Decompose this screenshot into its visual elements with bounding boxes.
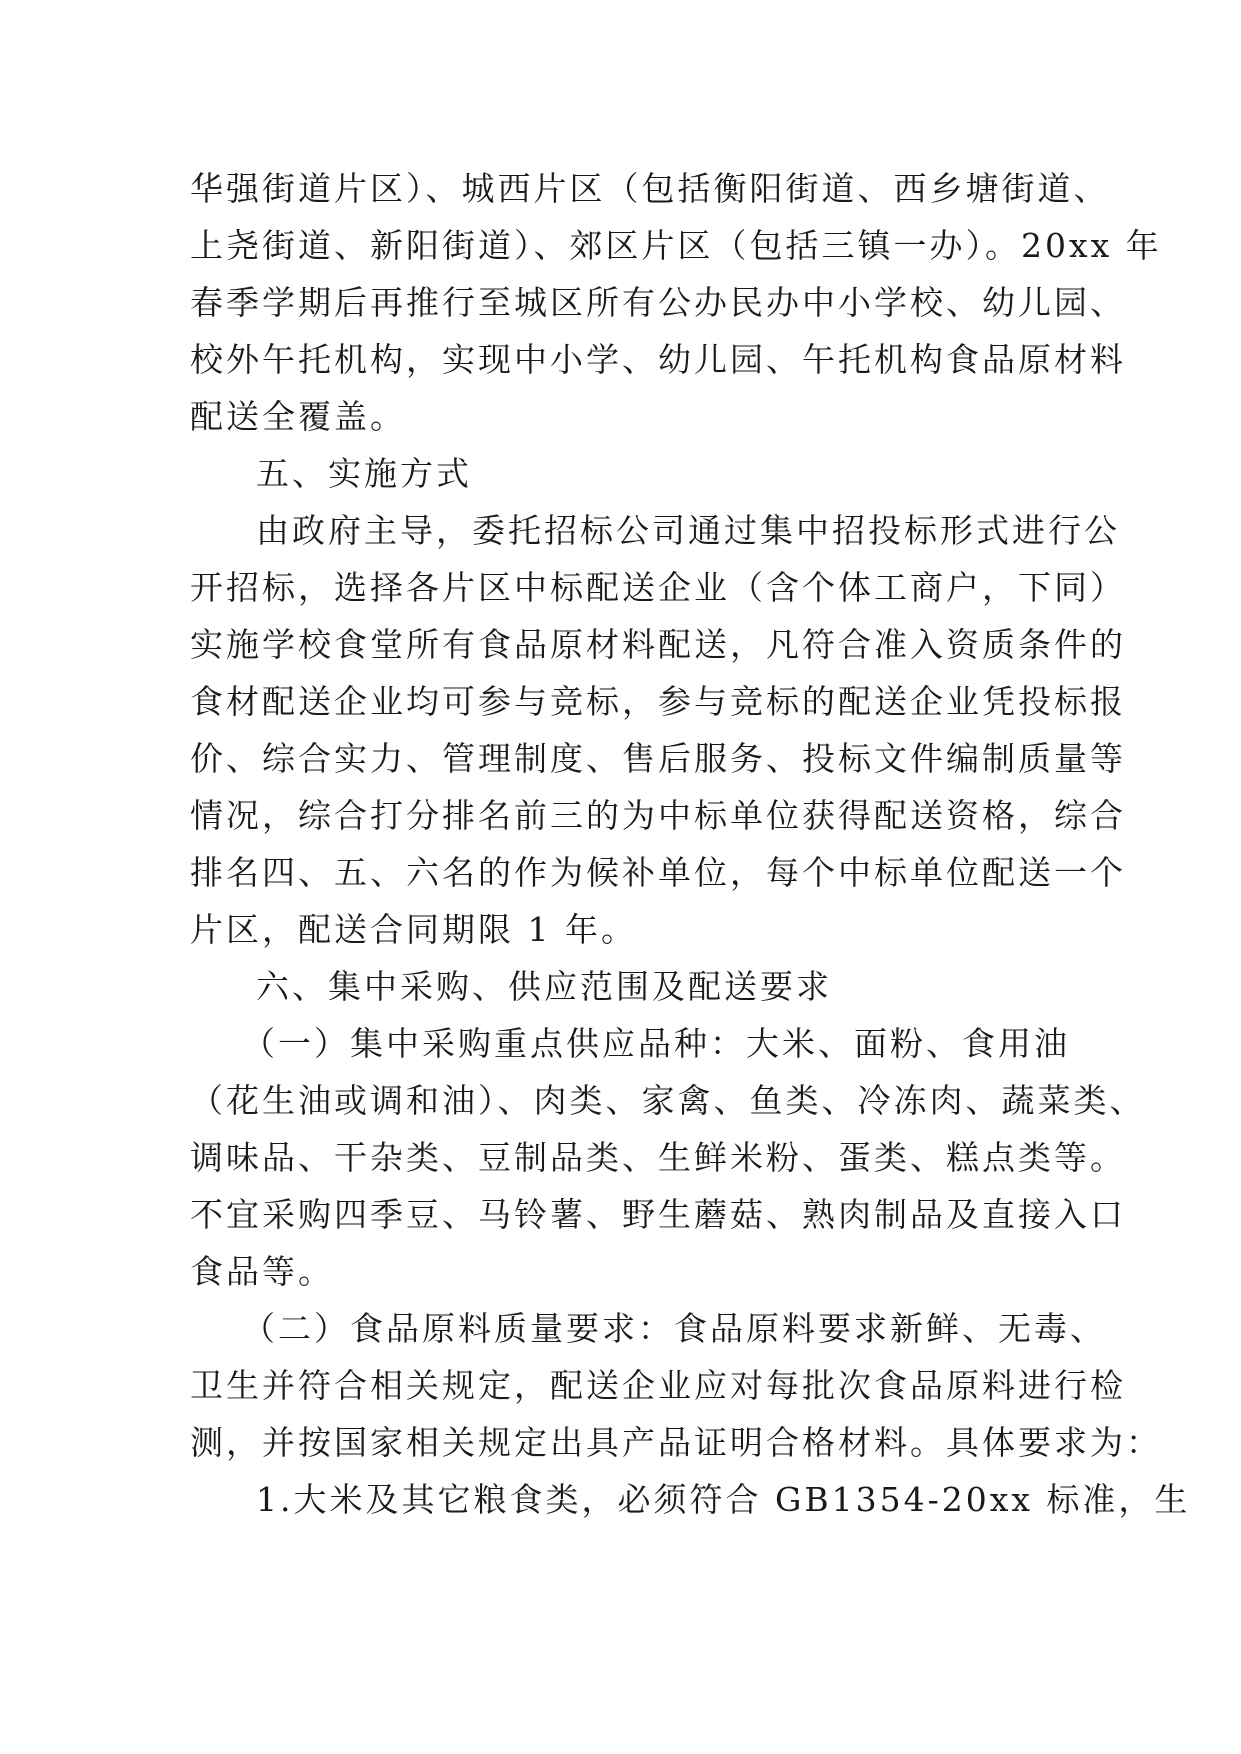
paragraph-line: 卫生并符合相关规定，配送企业应对每批次食品原料进行检 bbox=[190, 1366, 1126, 1405]
paragraph-line: 配送全覆盖。 bbox=[190, 397, 406, 436]
paragraph-line: 校外午托机构，实现中小学、幼儿园、午托机构食品原材料 bbox=[190, 340, 1126, 379]
section-heading: 六、集中采购、供应范围及配送要求 bbox=[256, 967, 832, 1006]
section-heading: 五、实施方式 bbox=[256, 454, 472, 493]
paragraph-line: 食品等。 bbox=[190, 1252, 334, 1291]
paragraph-line: 测，并按国家相关规定出具产品证明合格材料。具体要求为： bbox=[190, 1423, 1162, 1462]
paragraph-line: 华强街道片区）、城西片区（包括衡阳街道、西乡塘街道、 bbox=[190, 169, 1110, 208]
paragraph-line: 食材配送企业均可参与竞标，参与竞标的配送企业凭投标报 bbox=[190, 682, 1126, 721]
paragraph-line: 春季学期后再推行至城区所有公办民办中小学校、幼儿园、 bbox=[190, 283, 1126, 322]
paragraph-line: 实施学校食堂所有食品原材料配送，凡符合准入资质条件的 bbox=[190, 625, 1126, 664]
paragraph-line: 由政府主导，委托招标公司通过集中招投标形式进行公 bbox=[256, 511, 1120, 550]
paragraph-line: 情况，综合打分排名前三的为中标单位获得配送资格，综合 bbox=[190, 796, 1126, 835]
paragraph-line: 开招标，选择各片区中标配送企业（含个体工商户，下同） bbox=[190, 568, 1126, 607]
paragraph-line: 价、综合实力、管理制度、售后服务、投标文件编制质量等 bbox=[190, 739, 1126, 778]
subsection-line: （二）食品原料质量要求：食品原料要求新鲜、无毒、 bbox=[242, 1309, 1106, 1348]
paragraph-line: 排名四、五、六名的作为候补单位，每个中标单位配送一个 bbox=[190, 853, 1126, 892]
list-item-line: 1.大米及其它粮食类，必须符合 GB1354-20xx 标准，生 bbox=[256, 1480, 1191, 1519]
subsection-line: （一）集中采购重点供应品种：大米、面粉、食用油 bbox=[242, 1024, 1070, 1063]
paragraph-line: 不宜采购四季豆、马铃薯、野生蘑菇、熟肉制品及直接入口 bbox=[190, 1195, 1126, 1234]
paragraph-line: 片区，配送合同期限 1 年。 bbox=[190, 910, 637, 949]
paragraph-line: （花生油或调和油）、肉类、家禽、鱼类、冷冻肉、蔬菜类、 bbox=[190, 1081, 1146, 1120]
paragraph-line: 调味品、干杂类、豆制品类、生鲜米粉、蛋类、糕点类等。 bbox=[190, 1138, 1126, 1177]
paragraph-line: 上尧街道、新阳街道）、郊区片区（包括三镇一办）。20xx 年 bbox=[190, 226, 1162, 265]
document-body bbox=[190, 160, 1191, 1528]
